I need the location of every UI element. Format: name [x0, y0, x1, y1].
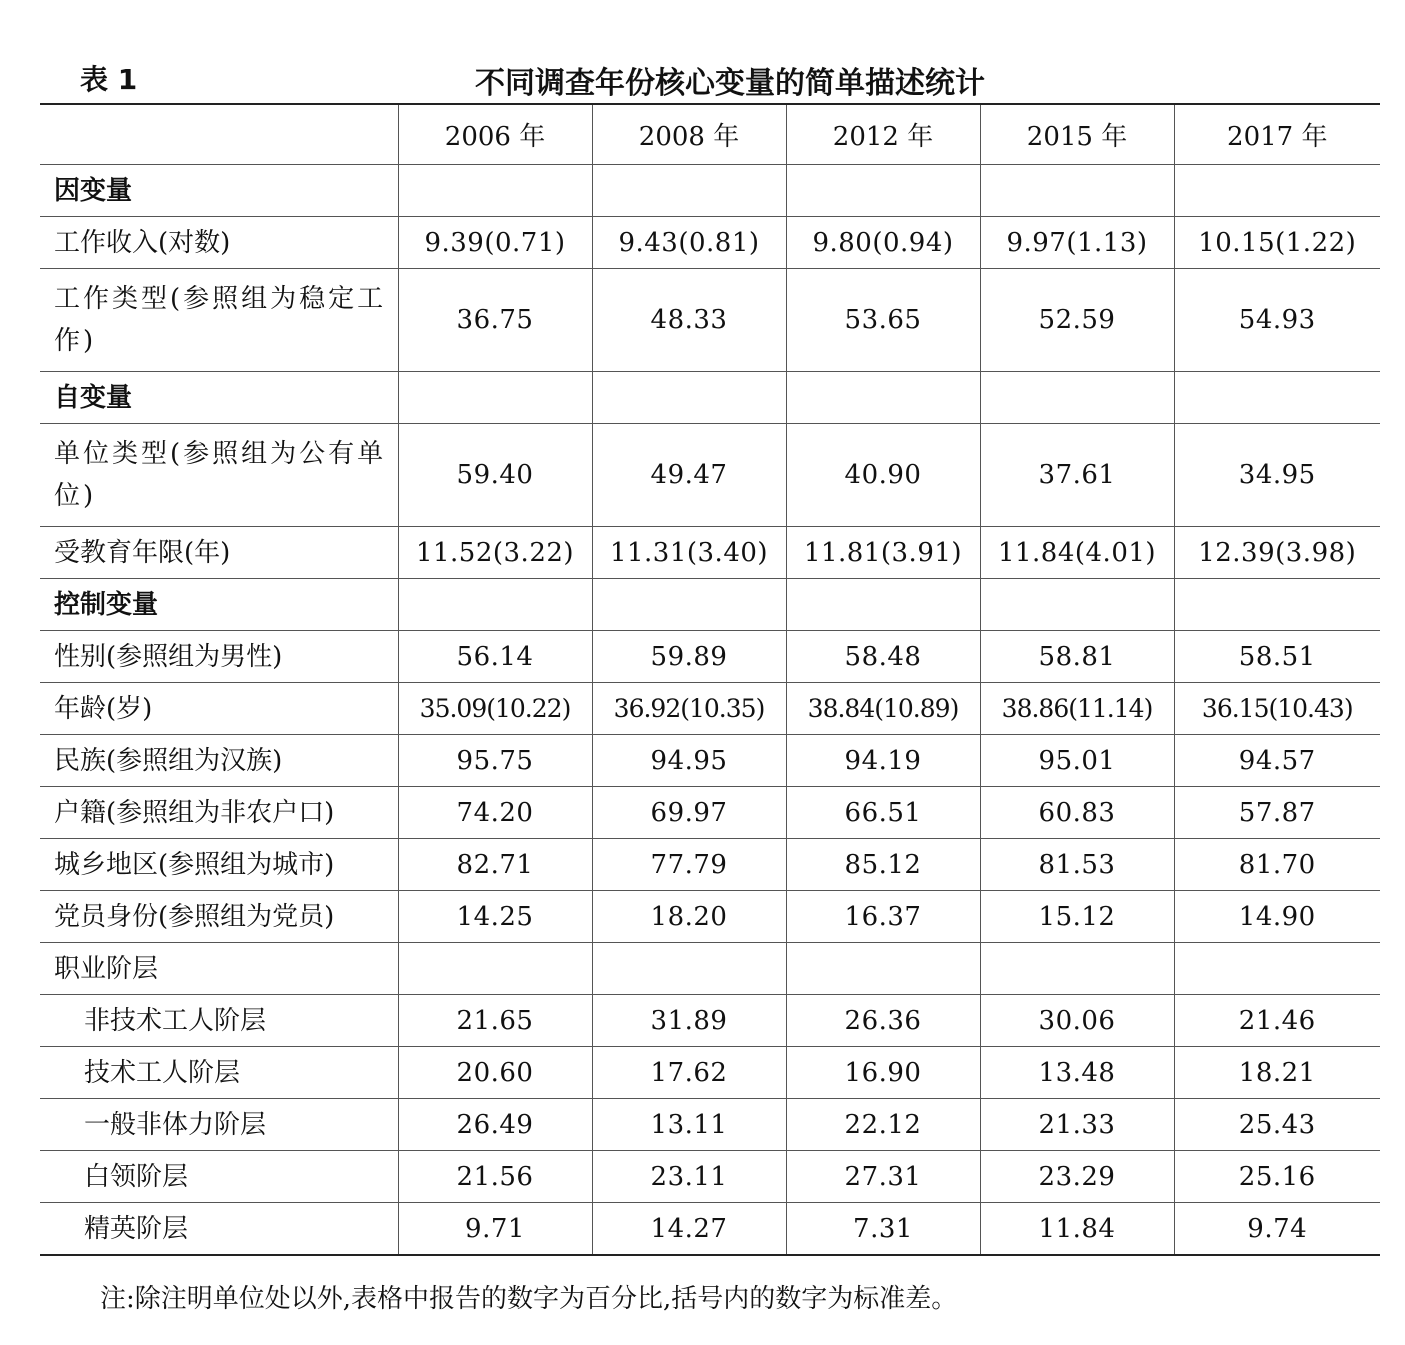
table-row [40, 787, 1380, 839]
table-row [40, 1099, 1380, 1151]
row-label: 精英阶层 [40, 1203, 398, 1256]
value-cell [592, 579, 786, 631]
value-cell [786, 579, 980, 631]
row-label: 年龄(岁) [40, 683, 398, 735]
value-cell: 14.27 [592, 1203, 786, 1256]
value-cell: 58.51 [1174, 631, 1380, 683]
value-cell: 9.97(1.13) [980, 217, 1174, 269]
value-cell: 94.57 [1174, 735, 1380, 787]
table-row [40, 165, 1380, 217]
row-label: 技术工人阶层 [40, 1047, 398, 1099]
table-row [40, 1047, 1380, 1099]
value-cell: 48.33 [592, 269, 786, 372]
value-cell: 17.62 [592, 1047, 786, 1099]
value-cell: 57.87 [1174, 787, 1380, 839]
table-number: 表 1 [80, 63, 138, 96]
header-row [40, 104, 1380, 165]
section-label: 控制变量 [40, 579, 398, 631]
value-cell: 11.84(4.01) [980, 527, 1174, 579]
value-cell: 54.93 [1174, 269, 1380, 372]
value-cell: 14.25 [398, 891, 592, 943]
value-cell: 11.52(3.22) [398, 527, 592, 579]
value-cell [1174, 165, 1380, 217]
value-cell: 21.56 [398, 1151, 592, 1203]
value-cell: 69.97 [592, 787, 786, 839]
value-cell [786, 943, 980, 995]
column-header: 2017 年 [1174, 104, 1380, 165]
table-row [40, 1151, 1380, 1203]
table-row [40, 943, 1380, 995]
value-cell: 82.71 [398, 839, 592, 891]
value-cell [592, 943, 786, 995]
value-cell: 85.12 [786, 839, 980, 891]
value-cell: 16.90 [786, 1047, 980, 1099]
table-row [40, 631, 1380, 683]
value-cell [980, 579, 1174, 631]
value-cell: 34.95 [1174, 424, 1380, 527]
value-cell: 36.75 [398, 269, 592, 372]
statistics-table [40, 103, 1380, 1256]
table-row [40, 735, 1380, 787]
value-cell: 35.09(10.22) [398, 683, 592, 735]
value-cell: 9.80(0.94) [786, 217, 980, 269]
value-cell: 21.33 [980, 1099, 1174, 1151]
value-cell: 9.39(0.71) [398, 217, 592, 269]
table-row [40, 269, 1380, 372]
value-cell: 36.92(10.35) [592, 683, 786, 735]
value-cell: 37.61 [980, 424, 1174, 527]
row-label: 非技术工人阶层 [40, 995, 398, 1047]
value-cell: 11.31(3.40) [592, 527, 786, 579]
value-cell [1174, 943, 1380, 995]
value-cell: 9.74 [1174, 1203, 1380, 1256]
value-cell: 15.12 [980, 891, 1174, 943]
table-row [40, 683, 1380, 735]
value-cell: 58.48 [786, 631, 980, 683]
value-cell: 60.83 [980, 787, 1174, 839]
table-row [40, 995, 1380, 1047]
value-cell: 31.89 [592, 995, 786, 1047]
table-row [40, 217, 1380, 269]
row-label: 工作收入(对数) [40, 217, 398, 269]
row-label: 职业阶层 [40, 943, 398, 995]
row-label: 户籍(参照组为非农户口) [40, 787, 398, 839]
table-row [40, 424, 1380, 527]
value-cell: 27.31 [786, 1151, 980, 1203]
value-cell: 81.53 [980, 839, 1174, 891]
table-row [40, 579, 1380, 631]
value-cell: 94.19 [786, 735, 980, 787]
value-cell [786, 165, 980, 217]
column-header: 2012 年 [786, 104, 980, 165]
value-cell: 23.11 [592, 1151, 786, 1203]
value-cell: 21.46 [1174, 995, 1380, 1047]
value-cell: 12.39(3.98) [1174, 527, 1380, 579]
value-cell: 23.29 [980, 1151, 1174, 1203]
value-cell: 81.70 [1174, 839, 1380, 891]
column-header: 2006 年 [398, 104, 592, 165]
value-cell: 22.12 [786, 1099, 980, 1151]
value-cell: 13.48 [980, 1047, 1174, 1099]
table-row [40, 372, 1380, 424]
value-cell: 18.21 [1174, 1047, 1380, 1099]
value-cell: 14.90 [1174, 891, 1380, 943]
value-cell: 30.06 [980, 995, 1174, 1047]
value-cell: 66.51 [786, 787, 980, 839]
value-cell: 53.65 [786, 269, 980, 372]
table-row [40, 891, 1380, 943]
value-cell [980, 372, 1174, 424]
value-cell: 10.15(1.22) [1174, 217, 1380, 269]
value-cell [398, 372, 592, 424]
table-title: 不同调查年份核心变量的简单描述统计 [475, 66, 985, 101]
table-body [40, 165, 1380, 1256]
column-header: 2015 年 [980, 104, 1174, 165]
value-cell: 52.59 [980, 269, 1174, 372]
value-cell [398, 943, 592, 995]
row-label: 受教育年限(年) [40, 527, 398, 579]
value-cell [592, 372, 786, 424]
row-label: 白领阶层 [40, 1151, 398, 1203]
table-caption [40, 56, 1380, 100]
value-cell [980, 165, 1174, 217]
value-cell: 74.20 [398, 787, 592, 839]
value-cell: 56.14 [398, 631, 592, 683]
value-cell: 21.65 [398, 995, 592, 1047]
value-cell: 95.75 [398, 735, 592, 787]
table-row [40, 1203, 1380, 1256]
value-cell: 26.36 [786, 995, 980, 1047]
value-cell: 20.60 [398, 1047, 592, 1099]
value-cell: 26.49 [398, 1099, 592, 1151]
value-cell: 59.89 [592, 631, 786, 683]
column-header: 2008 年 [592, 104, 786, 165]
row-label: 性别(参照组为男性) [40, 631, 398, 683]
value-cell: 40.90 [786, 424, 980, 527]
value-cell: 25.43 [1174, 1099, 1380, 1151]
row-label: 单位类型(参照组为公有单位) [40, 424, 398, 527]
row-label: 民族(参照组为汉族) [40, 735, 398, 787]
row-label: 党员身份(参照组为党员) [40, 891, 398, 943]
value-cell [398, 165, 592, 217]
table-row [40, 527, 1380, 579]
row-label: 一般非体力阶层 [40, 1099, 398, 1151]
value-cell: 18.20 [592, 891, 786, 943]
value-cell: 9.43(0.81) [592, 217, 786, 269]
value-cell: 13.11 [592, 1099, 786, 1151]
row-label: 城乡地区(参照组为城市) [40, 839, 398, 891]
section-label: 因变量 [40, 165, 398, 217]
value-cell: 49.47 [592, 424, 786, 527]
value-cell [592, 165, 786, 217]
value-cell: 36.15(10.43) [1174, 683, 1380, 735]
value-cell [786, 372, 980, 424]
value-cell: 95.01 [980, 735, 1174, 787]
value-cell: 58.81 [980, 631, 1174, 683]
section-label: 自变量 [40, 372, 398, 424]
value-cell: 11.81(3.91) [786, 527, 980, 579]
value-cell: 9.71 [398, 1203, 592, 1256]
value-cell: 59.40 [398, 424, 592, 527]
value-cell [1174, 579, 1380, 631]
value-cell: 11.84 [980, 1203, 1174, 1256]
value-cell: 94.95 [592, 735, 786, 787]
header-corner [40, 104, 398, 165]
value-cell: 38.86(11.14) [980, 683, 1174, 735]
value-cell [1174, 372, 1380, 424]
value-cell [398, 579, 592, 631]
table-note: 注:除注明单位处以外,表格中报告的数字为百分比,括号内的数字为标准差。 [100, 1284, 958, 1314]
value-cell: 7.31 [786, 1203, 980, 1256]
value-cell: 25.16 [1174, 1151, 1380, 1203]
row-label: 工作类型(参照组为稳定工作) [40, 269, 398, 372]
table-row [40, 839, 1380, 891]
value-cell: 77.79 [592, 839, 786, 891]
value-cell: 38.84(10.89) [786, 683, 980, 735]
value-cell: 16.37 [786, 891, 980, 943]
value-cell [980, 943, 1174, 995]
